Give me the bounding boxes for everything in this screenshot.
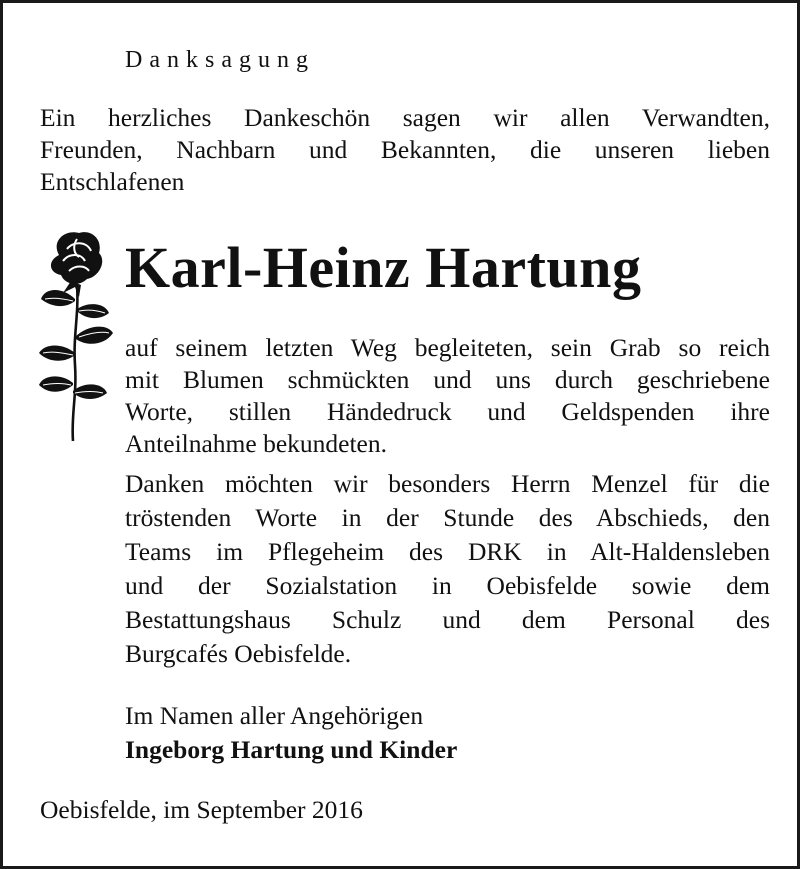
body-line-3: Worte, stillen Händedruck und Geldspenden ihre: [125, 397, 770, 426]
body-line-6: tröstenden Worte in der Stunde des Abschieds, den: [125, 503, 770, 532]
intro-line-2: Freunden, Nachbarn und Bekannten, die unseren lieben: [40, 135, 770, 164]
deceased-name: Karl-Heinz Hartung: [125, 235, 642, 300]
rose-icon: [33, 225, 117, 443]
body-line-9: Bestattungshaus Schulz und dem Personal des: [125, 605, 770, 634]
body-line-10: Burgcafés Oebisfelde.: [125, 639, 352, 668]
signature-intro: Im Namen aller Angehörigen: [125, 701, 424, 730]
body-line-7: Teams im Pflegeheim des DRK in Alt-Haldensleben: [125, 537, 770, 566]
intro-line-3: Entschlafenen: [40, 167, 185, 196]
body-line-5: Danken möchten wir besonders Herrn Menzel für die: [125, 469, 770, 498]
body-line-2: mit Blumen schmückten und uns durch geschriebene: [125, 365, 770, 394]
intro-line-1: Ein herzliches Dankeschön sagen wir allen Verwandten,: [40, 103, 770, 132]
signature-names: Ingeborg Hartung und Kinder: [125, 735, 458, 764]
body-line-8: und der Sozialstation in Oebisfelde sowie dem: [125, 571, 770, 600]
body-line-1: auf seinem letzten Weg begleiteten, sein Grab so reich: [125, 333, 770, 362]
place-date: Oebisfelde, im September 2016: [40, 795, 363, 824]
body-line-4: Anteilnahme bekundeten.: [125, 429, 387, 458]
notice-heading: Danksagung: [125, 47, 315, 73]
